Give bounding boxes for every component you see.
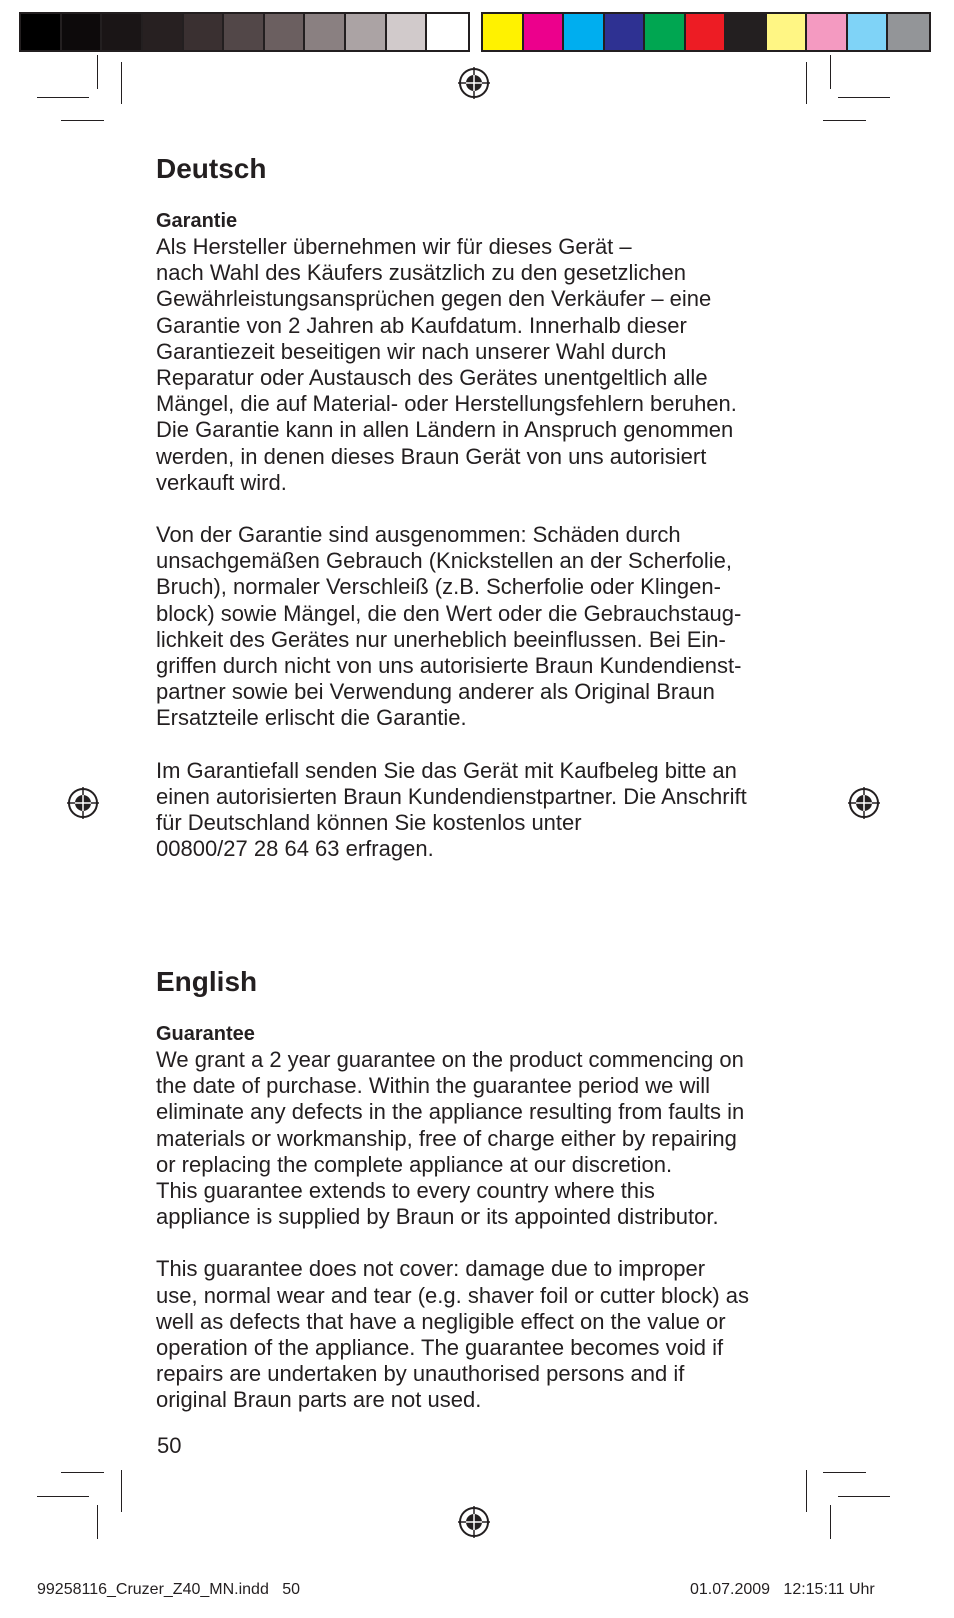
registration-mark-icon bbox=[457, 1505, 491, 1539]
crop-mark bbox=[61, 120, 104, 121]
crop-mark bbox=[806, 1470, 807, 1512]
color-swatch bbox=[102, 14, 143, 50]
crop-mark bbox=[830, 55, 831, 89]
subheading: Garantie bbox=[156, 210, 238, 232]
footer-datetime: 01.07.2009 12:15:11 Uhr bbox=[690, 1581, 875, 1598]
color-swatch bbox=[387, 14, 428, 50]
paragraph: Im Garantiefall senden Sie das Gerät mit Kaufbeleg bitte an einen autorisierten Braun Kundendienstpartner. Die Anschrift für Deutschland können Sie kostenlos unter 00800/27 28 64 63 erfragen. bbox=[156, 757, 747, 862]
crop-mark bbox=[97, 1505, 98, 1539]
crop-mark bbox=[121, 1470, 122, 1512]
color-swatch bbox=[686, 14, 727, 50]
crop-mark bbox=[806, 62, 807, 104]
registration-mark-icon bbox=[847, 786, 881, 820]
german-section bbox=[156, 153, 796, 862]
crop-mark bbox=[823, 1472, 866, 1473]
subheading: Guarantee bbox=[156, 1023, 255, 1045]
color-swatch bbox=[807, 14, 848, 50]
registration-mark-icon bbox=[66, 786, 100, 820]
crop-mark bbox=[823, 120, 866, 121]
color-swatch bbox=[564, 14, 605, 50]
color-calibration-bar bbox=[481, 12, 931, 52]
crop-mark bbox=[61, 1472, 104, 1473]
color-swatch bbox=[184, 14, 225, 50]
color-swatch bbox=[767, 14, 808, 50]
color-swatch bbox=[848, 14, 889, 50]
paragraph: Von der Garantie sind ausgenommen: Schäden durch unsachgemäßen Gebrauch (Knickstellen an der Scherfolie, Bruch), normaler Verschleiß (z.B. Scherfolie oder Klingen- block) sowie Mängel, die den Wert oder die Gebrauchstaug- lichkeit des Gerätes nur unerheblich beeinflussen. Bei Ein- griffen durch nicht von uns autorisierte Braun Kundendienst- partner sowie bei Verwendung anderer als Original Braun Ersatzteile erlischt die Garantie. bbox=[156, 522, 742, 731]
crop-mark bbox=[37, 97, 89, 98]
color-swatch bbox=[346, 14, 387, 50]
section-heading: Deutsch bbox=[156, 153, 267, 184]
color-swatch bbox=[224, 14, 265, 50]
crop-mark bbox=[37, 1496, 89, 1497]
color-swatch bbox=[726, 14, 767, 50]
grayscale-calibration-bar bbox=[19, 12, 470, 52]
color-swatch bbox=[645, 14, 686, 50]
footer-filename: 99258116_Cruzer_Z40_MN.indd 50 bbox=[37, 1581, 300, 1598]
page-number: 50 bbox=[157, 1433, 182, 1458]
color-swatch bbox=[888, 14, 929, 50]
paragraph: We grant a 2 year guarantee on the product commencing on the date of purchase. Within the guarantee period we will eliminate any defects in the appliance resulting from faults in materials or workmanship, free of charge either by repairing or replacing the complete appliance at our discretion. This guarantee extends to every country where this appliance is supplied by Braun or its appointed distributor. bbox=[156, 1047, 745, 1230]
crop-mark bbox=[97, 55, 98, 89]
crop-mark bbox=[121, 62, 122, 104]
paragraph: This guarantee does not cover: damage due to improper use, normal wear and tear (e.g. shaver foil or cutter block) as well as defects that have a negligible effect on the value or operation of the appliance. The guarantee becomes void if repairs are undertaken by unauthorised persons and if original Braun parts are not used. bbox=[156, 1256, 750, 1413]
section-heading: English bbox=[156, 966, 258, 997]
crop-mark bbox=[830, 1505, 831, 1539]
paragraph: Als Hersteller übernehmen wir für dieses Gerät – nach Wahl des Käufers zusätzlich zu den gesetzlichen Gewährleistungsansprüchen gegen den Verkäufer – eine Garantie von 2 Jahren ab Kaufdatum. Innerhalb dieser Garantiezeit beseitigen wir nach unserer Wahl durch Reparatur oder Austausch des Gerätes unentgeltlich alle Mängel, die auf Material- oder Herstellungsfehlern beruhen. Die Garantie kann in allen Ländern in Anspruch genommen werden, in denen dieses Braun Gerät von uns autorisiert verkauft wird. bbox=[156, 234, 737, 495]
color-swatch bbox=[21, 14, 62, 50]
color-swatch bbox=[305, 14, 346, 50]
color-swatch bbox=[524, 14, 565, 50]
color-swatch bbox=[483, 14, 524, 50]
color-swatch bbox=[62, 14, 103, 50]
english-section bbox=[156, 966, 796, 1414]
crop-mark bbox=[838, 97, 890, 98]
registration-mark-icon bbox=[457, 66, 491, 100]
color-swatch bbox=[605, 14, 646, 50]
color-swatch bbox=[427, 14, 468, 50]
color-swatch bbox=[143, 14, 184, 50]
color-swatch bbox=[265, 14, 306, 50]
crop-mark bbox=[838, 1496, 890, 1497]
